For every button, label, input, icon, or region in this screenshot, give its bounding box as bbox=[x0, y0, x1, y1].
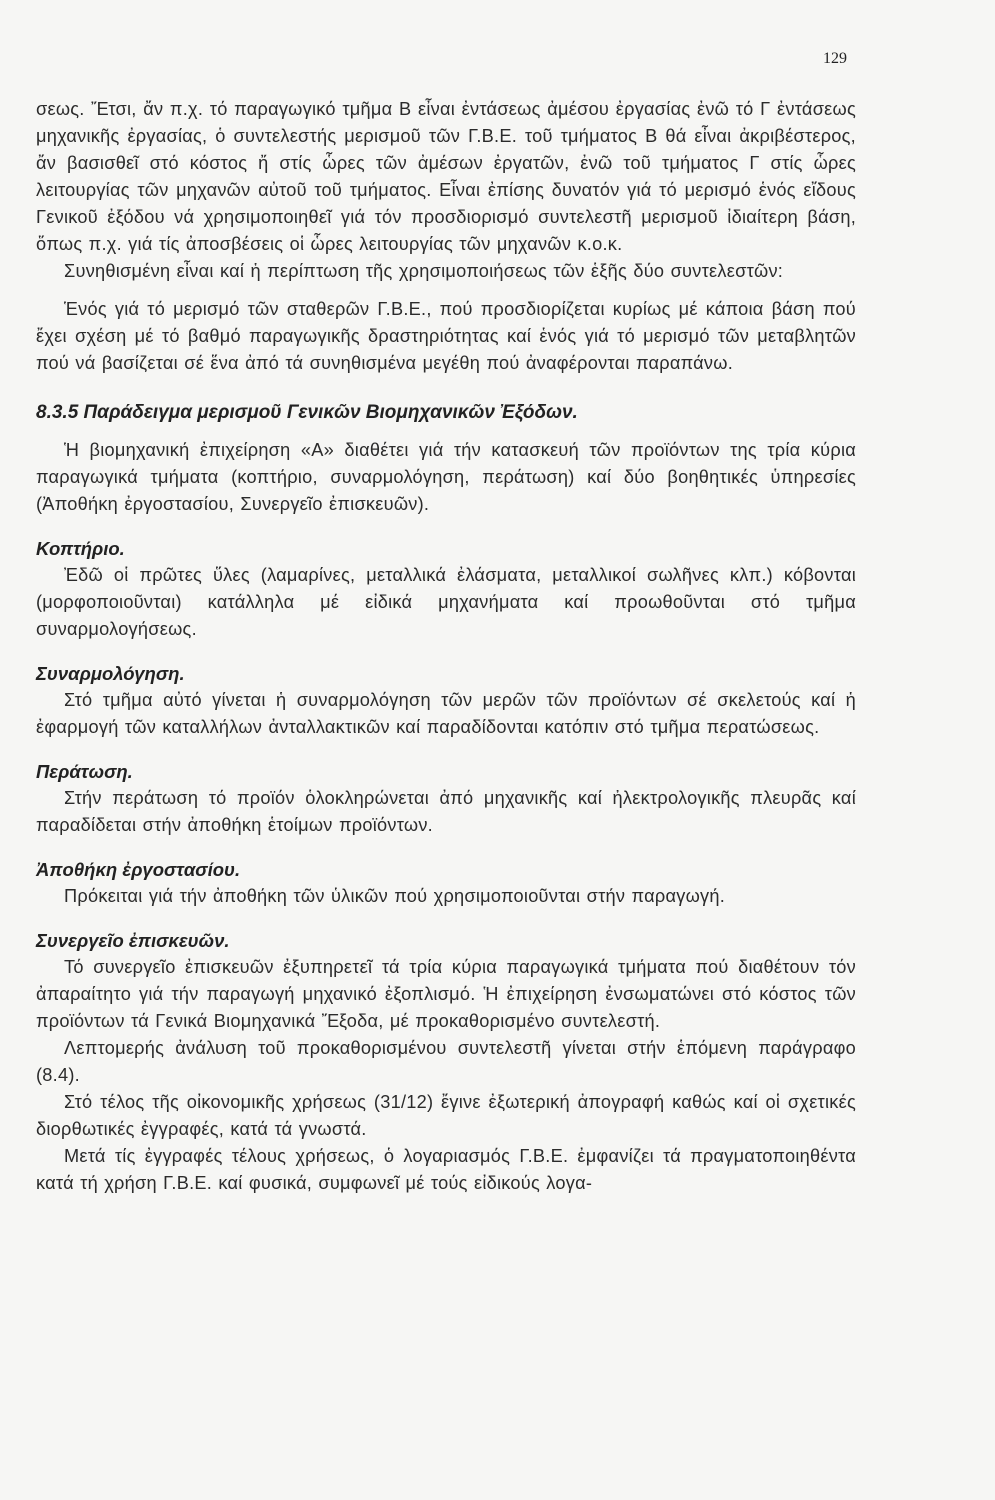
subheading-peratosi: Περάτωση. bbox=[36, 761, 133, 782]
paragraph-company-a: Ἡ βιομηχανική ἐπιχείρηση «Α» διαθέτει γιά τήν κατασκευή τῶν προϊόντων της τρία κύρια παραγωγικά τμήματα (κοπτήριο, συναρμολόγηση, περάτωση) καί δύο βοηθητικές ὑπηρεσίες (Ἀποθήκη ἐργοστασίου, Συνεργεῖο ἐπισκευῶν). bbox=[36, 440, 856, 514]
page-body bbox=[36, 96, 856, 1197]
paragraph-synarmologisi: Στό τμῆμα αὐτό γίνεται ἡ συναρμολόγηση τῶν μερῶν τῶν προϊόντων σέ σκελετούς καί ἡ ἐφαρμογή τῶν καταλλήλων ἀνταλλακτικῶν καί παραδίδονται κατόπιν στό τμῆμα περατώσεως. bbox=[36, 690, 856, 737]
subheading-synergeio: Συνεργεῖο ἐπισκευῶν. bbox=[36, 930, 230, 951]
paragraph-koptirio: Ἐδῶ οἱ πρῶτες ὕλες (λαμαρίνες, μεταλλικά ἐλάσματα, μεταλλικοί σωλῆνες κλπ.) κόβονται (μορφοποιοῦνται) κατάλληλα μέ εἰδικά μηχανήματα καί προωθοῦνται στό τμῆμα συναρμολογήσεως. bbox=[36, 565, 856, 639]
section-heading-8-3-5: 8.3.5 Παράδειγμα μερισμοῦ Γενικῶν Βιομηχανικῶν Ἐξόδων. bbox=[36, 402, 578, 423]
subheading-synarmologisi: Συναρμολόγηση. bbox=[36, 663, 185, 684]
paragraph-synergeio: Τό συνεργεῖο ἐπισκευῶν ἐξυπηρετεῖ τά τρία κύρια παραγωγικά τμήματα πού διαθέτουν τόν ἀπαραίτητο γιά τήν παραγωγή μηχανικό ἐξοπλισμό. Ἡ ἐπιχείρηση ἐνσωματώνει στό κόστος τῶν προϊόντων τά Γενικά Βιομηχανικά Ἔξοδα, μέ προκαθορισμένο συντελεστή. bbox=[36, 957, 856, 1031]
paragraph-account-gbe: Μετά τίς ἐγγραφές τέλους χρήσεως, ὁ λογαριασμός Γ.Β.Ε. ἐμφανίζει τά πραγματοποιηθέντα κατά τή χρήση Γ.Β.Ε. καί φυσικά, συμφωνεῖ μέ τούς εἰδικούς λογα- bbox=[36, 1146, 856, 1193]
paragraph-peratosi: Στήν περάτωση τό προϊόν ὁλοκληρώνεται ἀπό μηχανικῆς καί ἠλεκτρολογικῆς πλευρᾶς καί παραδίδεται στήν ἀποθήκη ἑτοίμων προϊόντων. bbox=[36, 788, 856, 835]
paragraph-two-factors: Συνηθισμένη εἶναι καί ἡ περίπτωση τῆς χρησιμοποιήσεως τῶν ἑξῆς δύο συντελεστῶν: bbox=[64, 261, 784, 281]
subheading-koptirio: Κοπτήριο. bbox=[36, 538, 125, 559]
paragraph-fixed-variable-factors: Ἑνός γιά τό μερισμό τῶν σταθερῶν Γ.Β.Ε., πού προσδιορίζεται κυρίως μέ κάποια βάση πού ἔχει σχέση μέ τό βαθμό παραγωγικῆς δραστηριότητας καί ἑνός γιά τό μερισμό τῶν μεταβλητῶν πού νά βασίζεται σέ ἕνα ἀπό τά συνηθισμένα μεγέθη πού ἀναφέρονται παραπάνω. bbox=[36, 299, 856, 373]
paragraph-continuation: σεως. Ἔτσι, ἄν π.χ. τό παραγωγικό τμῆμα Β εἶναι ἐντάσεως ἀμέσου ἐργασίας ἐνῶ τό Γ ἐντάσεως μηχανικῆς ἐργασίας, ὁ συντελεστής μερισμοῦ τῶν Γ.Β.Ε. τοῦ τμήματος Β θά εἶναι ἀκριβέστερος, ἄν βασισθεῖ στό κόστος ἤ στίς ὧρες τῶν ἀμέσων ἐργατῶν, ἐνῶ τοῦ τμήματος Γ στίς ὧρες λειτουργίας τῶν μηχανῶν αὐτοῦ τοῦ τμήματος. Εἶναι ἐπίσης δυνατόν γιά τό μερισμό ἑνός εἴδους Γενικοῦ ἐξόδου νά χρησιμοποιηθεῖ γιά τόν προσδιορισμό συντελεστῆ μερισμοῦ ἰδιαίτερη βάση, ὅπως π.χ. γιά τίς ἀποσβέσεις οἱ ὧρες λειτουργίας τῶν μηχανῶν κ.ο.κ. bbox=[36, 99, 856, 254]
paragraph-year-end: Στό τέλος τῆς οἰκονομικῆς χρήσεως (31/12) ἔγινε ἐξωτερική ἀπογραφή καθώς καί οἱ σχετικές διορθωτικές ἐγγραφές, κατά τά γνωστά. bbox=[36, 1092, 856, 1139]
page-number: 129 bbox=[823, 50, 847, 67]
subheading-apothiki: Ἀποθήκη ἐργοστασίου. bbox=[36, 859, 241, 880]
paragraph-apothiki: Πρόκειται γιά τήν ἀποθήκη τῶν ὑλικῶν πού χρησιμοποιοῦνται στήν παραγωγή. bbox=[64, 886, 726, 906]
paragraph-next-section-ref: Λεπτομερής ἀνάλυση τοῦ προκαθορισμένου συντελεστῆ γίνεται στήν ἑπόμενη παράγραφο (8.4). bbox=[36, 1038, 856, 1085]
